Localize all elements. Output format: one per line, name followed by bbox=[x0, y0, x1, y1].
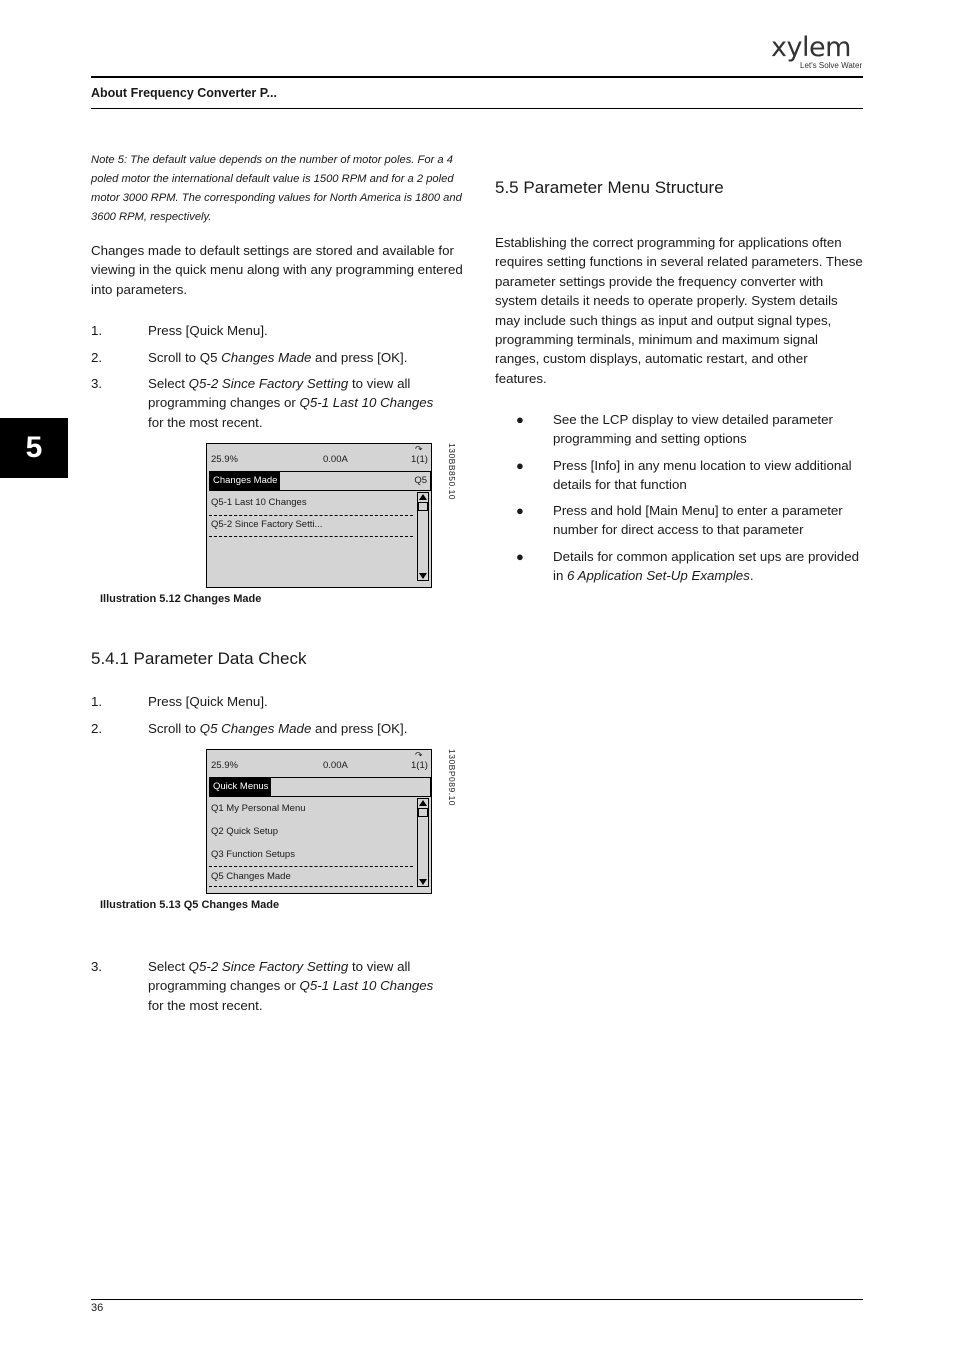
list-text: Select Q5-2 Since Factory Setting to view all programming changes or Q5-1 Last 10 Changes for the most recent. bbox=[148, 376, 434, 430]
chapter-tab: 5 bbox=[0, 418, 68, 478]
list-item bbox=[91, 719, 463, 739]
menu-item: Q5 Changes Made bbox=[211, 871, 291, 882]
scroll-thumb bbox=[418, 808, 428, 817]
bullet-icon: ● bbox=[516, 412, 524, 427]
lcp-display-quick-menus bbox=[206, 749, 432, 894]
list-text: Scroll to Q5 Changes Made and press [OK]. bbox=[148, 721, 408, 736]
dashed-line bbox=[209, 866, 413, 867]
menu-item: Q2 Quick Setup bbox=[211, 826, 279, 837]
bullet-item bbox=[516, 547, 865, 587]
header-rule bbox=[91, 76, 863, 78]
illustration-code: 130BP089.10 bbox=[447, 749, 457, 807]
logo-tagline: Let's Solve Water bbox=[800, 61, 863, 70]
bullet-text: Details for common application set ups are provided in 6 Application Set-Up Examples. bbox=[553, 549, 859, 584]
bullet-item bbox=[516, 410, 865, 450]
list-text: Press [Quick Menu]. bbox=[148, 694, 268, 709]
list-number: 3. bbox=[91, 959, 103, 974]
page-number: 36 bbox=[91, 1302, 104, 1314]
note-5: Note 5: The default value depends on the number of motor poles. For a 4 poled motor the international default value is 1500 RPM and for a 2 poled motor 3000 RPM. The corresponding values for North America is 1800 and 3600 RPM, respectively. bbox=[91, 154, 462, 223]
section-paragraph: Establishing the correct programming for applications often requires setting functions in several related parameters. These parameter settings provide the frequency converter with system details it needs to operate properly. System details may include such things as input and output signal types, programming terminals, minimum and maximum signal ranges, custom displays, automatic restart, and other features. bbox=[495, 235, 863, 386]
scroll-thumb bbox=[418, 502, 428, 511]
lcp-display-changes-made bbox=[206, 443, 432, 588]
list-item bbox=[91, 321, 463, 341]
list-text: Scroll to Q5 Changes Made and press [OK]. bbox=[148, 350, 408, 365]
scrollbar bbox=[417, 798, 429, 887]
footer-rule bbox=[91, 1299, 863, 1300]
return-arrow-icon: ↷ bbox=[415, 444, 423, 454]
dashed-line bbox=[209, 886, 413, 887]
selected-menu-label: Changes Made bbox=[210, 472, 280, 490]
scroll-down-icon bbox=[419, 573, 427, 579]
bullet-icon: ● bbox=[516, 503, 524, 518]
scrollbar bbox=[417, 492, 429, 581]
illustration-caption: Illustration 5.13 Q5 Changes Made bbox=[100, 899, 280, 911]
illustration-code: 130BB850.10 bbox=[447, 443, 457, 501]
menu-item: Q5-1 Last 10 Changes bbox=[211, 497, 307, 508]
list-text: Press [Quick Menu]. bbox=[148, 323, 268, 338]
list-number: 2. bbox=[91, 721, 103, 736]
list-item bbox=[91, 374, 463, 434]
section-heading: 5.4.1 Parameter Data Check bbox=[91, 649, 307, 668]
running-head: About Frequency Converter P... bbox=[91, 86, 277, 100]
bullet-item bbox=[516, 456, 865, 496]
status-setup: 1(1) bbox=[411, 760, 428, 771]
status-current: 0.00A bbox=[323, 760, 348, 771]
section-heading: 5.5 Parameter Menu Structure bbox=[495, 178, 724, 197]
status-percent: 25.9% bbox=[211, 454, 238, 465]
bullet-item bbox=[516, 501, 865, 541]
selected-menu-label: Quick Menus bbox=[210, 778, 271, 796]
list-number: 2. bbox=[91, 350, 103, 365]
intro-paragraph: Changes made to default settings are stored and available for viewing in the quick menu along with any programming entered into parameters. bbox=[91, 243, 463, 297]
bullet-text: Press and hold [Main Menu] to enter a parameter number for direct access to that parameter bbox=[553, 503, 843, 538]
header-subrule bbox=[91, 108, 863, 109]
selected-menu-code: Q5 bbox=[414, 475, 427, 486]
bullet-icon: ● bbox=[516, 458, 524, 473]
list-item bbox=[91, 692, 463, 712]
dashed-line bbox=[209, 515, 413, 516]
list-item bbox=[91, 348, 463, 368]
bullet-text: See the LCP display to view detailed parameter programming and setting options bbox=[553, 412, 833, 447]
scroll-down-icon bbox=[419, 879, 427, 885]
list-number: 1. bbox=[91, 323, 103, 338]
bullet-text: Press [Info] in any menu location to view additional details for that function bbox=[553, 458, 852, 493]
dashed-line bbox=[209, 536, 413, 537]
selected-menu-row bbox=[209, 777, 431, 797]
return-arrow-icon: ↷ bbox=[415, 750, 423, 760]
menu-item: Q5-2 Since Factory Setti... bbox=[211, 519, 323, 530]
list-number: 1. bbox=[91, 694, 103, 709]
xylem-logo: xylem bbox=[771, 32, 851, 63]
list-number: 3. bbox=[91, 376, 103, 391]
scroll-up-icon bbox=[419, 494, 427, 500]
bullet-icon: ● bbox=[516, 549, 524, 564]
status-current: 0.00A bbox=[323, 454, 348, 465]
list-text: Select Q5-2 Since Factory Setting to view all programming changes or Q5-1 Last 10 Changes for the most recent. bbox=[148, 959, 434, 1013]
scroll-up-icon bbox=[419, 800, 427, 806]
list-item bbox=[91, 957, 463, 1017]
status-setup: 1(1) bbox=[411, 454, 428, 465]
status-percent: 25.9% bbox=[211, 760, 238, 771]
selected-menu-row bbox=[209, 471, 431, 491]
illustration-caption: Illustration 5.12 Changes Made bbox=[100, 593, 262, 605]
menu-item: Q1 My Personal Menu bbox=[211, 803, 306, 814]
menu-item: Q3 Function Setups bbox=[211, 849, 295, 860]
